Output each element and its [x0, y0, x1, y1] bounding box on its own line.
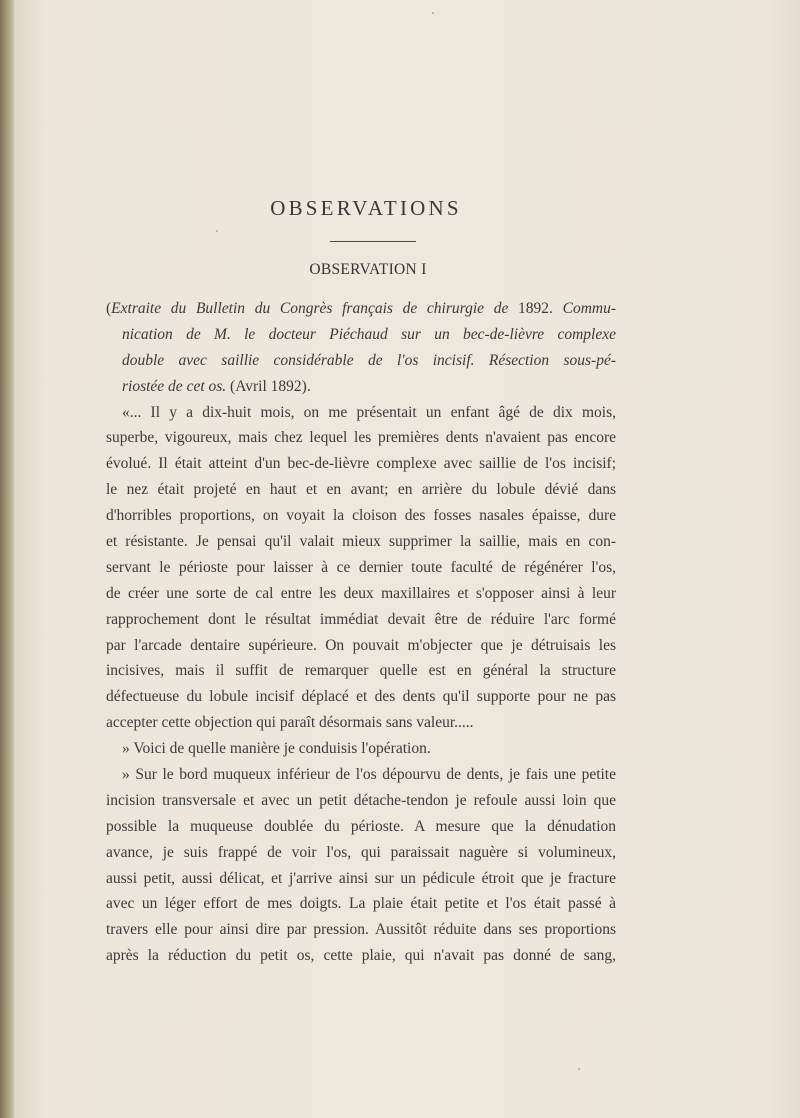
- text-line: après la réduction du petit os, cette plaie, qui n'avait pas donné de sang,: [106, 947, 616, 965]
- text-line: par l'arcade dentaire supérieure. On pouvait m'objecter que je détruisais les: [106, 636, 616, 654]
- title-divider: [330, 241, 416, 242]
- text-line: aussi petit, aussi délicat, et j'arrive ainsi sur un pédicule étroit que je fracture: [106, 869, 616, 887]
- paragraph: [106, 400, 616, 737]
- text-line: » Voici de quelle manière je conduisis l'opération.: [122, 740, 431, 758]
- text-line: servant le périoste pour laisser à ce dernier toute faculté de régénérer l'os,: [106, 558, 616, 576]
- text-line: évolué. Il était atteint d'un bec-de-lièvre complexe avec saillie de l'os incisif;: [106, 455, 616, 473]
- text-line: le nez était projeté en haut et en avant; en arrière du lobule dévié dans: [106, 481, 616, 499]
- citation-line: riostée de cet os. (Avril 1892).: [122, 377, 311, 395]
- text-line: défectueuse du lobule incisif déplacé et des dents qu'il supporte pour ne pas: [106, 688, 616, 706]
- section-title: OBSERVATION I: [309, 261, 427, 278]
- source-citation: [106, 296, 616, 400]
- text-line: incision transversale et avec un petit détache-tendon je refoule aussi loin que: [106, 791, 616, 809]
- paper-speck: [216, 230, 218, 232]
- text-line: possible la muqueuse doublée du périoste. A mesure que la dénudation: [106, 817, 616, 835]
- text-line: avance, je suis frappé de voir l'os, qui paraissait naguère si volumineux,: [106, 843, 616, 861]
- paragraph: [106, 762, 616, 969]
- citation-line: double avec saillie considérable de l'os incisif. Résection sous-pé-: [122, 351, 616, 369]
- text-line: » Sur le bord muqueux inférieur de l'os dépourvu de dents, je fais une petite: [122, 766, 616, 784]
- text-line: «... Il y a dix-huit mois, on me présentait un enfant âgé de dix mois,: [122, 403, 616, 421]
- citation-line: (Extraite du Bulletin du Congrès français de chirurgie de 1892. Commu-: [106, 300, 616, 317]
- text-line: et résistante. Je pensai qu'il valait mieux supprimer la saillie, mais en con-: [106, 533, 616, 551]
- page-title: OBSERVATIONS: [270, 196, 462, 220]
- text-line: d'horribles proportions, on voyait la cloison des fosses nasales épaisse, dure: [106, 507, 616, 525]
- text-line: travers elle pour ainsi dire par pression. Aussitôt réduite dans ses proportions: [106, 921, 616, 939]
- book-spine-shadow: [0, 0, 14, 1118]
- text-line: incisives, mais il suffit de remarquer quelle est en général la structure: [106, 662, 616, 680]
- body-text: [106, 296, 616, 969]
- text-line: superbe, vigoureux, mais chez lequel les premières dents n'avaient pas encore: [106, 429, 616, 447]
- text-line: accepter cette objection qui paraît désormais sans valeur.....: [106, 714, 474, 732]
- paper-speck: [578, 1068, 580, 1070]
- text-line: de créer une sorte de cal entre les deux maxillaires et s'opposer ainsi à leur: [106, 584, 616, 602]
- text-line: rapprochement dont le résultat immédiat devait être de réduire l'arc formé: [106, 610, 616, 628]
- paragraph: [106, 736, 616, 762]
- paper-speck: [432, 12, 434, 14]
- citation-line: nication de M. le docteur Piéchaud sur un bec-de-lièvre complexe: [122, 325, 616, 343]
- text-line: avec un léger effort de mes doigts. La plaie était petite et l'os était passé à: [106, 895, 616, 913]
